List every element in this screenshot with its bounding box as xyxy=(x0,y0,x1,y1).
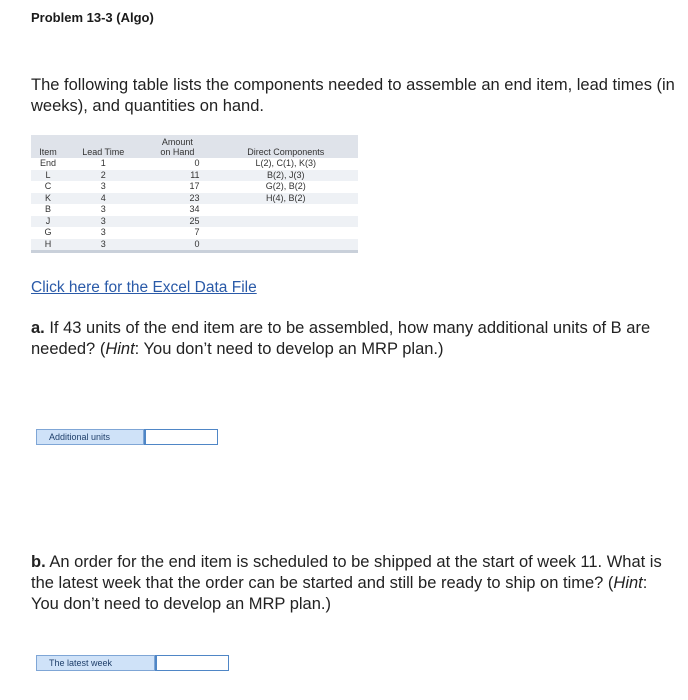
header-direct-components: Direct Components xyxy=(214,135,358,158)
cell-amount-on-hand: 34 xyxy=(189,204,200,215)
components-table xyxy=(31,135,358,253)
question-b-letter: b. xyxy=(31,553,46,571)
question-b xyxy=(31,552,671,615)
cell-item: K xyxy=(31,193,65,205)
intro-text: The following table lists the components needed to assemble an end item, lead times (in weeks), and quantities on hand. xyxy=(31,76,675,115)
additional-units-label: Additional units xyxy=(36,429,144,445)
table-header-row xyxy=(31,135,358,158)
cell-lead-time: 3 xyxy=(100,181,106,192)
problem-title: Problem 13-3 (Algo) xyxy=(31,10,154,25)
table-row xyxy=(31,227,358,239)
question-a xyxy=(31,318,671,360)
additional-units-input[interactable] xyxy=(144,429,218,445)
table-row xyxy=(31,158,358,170)
question-a-hint: Hint xyxy=(105,340,135,358)
header-lead-time: Lead Time xyxy=(65,135,141,158)
cell-direct-components: G(2), B(2) xyxy=(265,181,306,192)
header-item: Item xyxy=(31,135,65,158)
cell-amount-on-hand: 25 xyxy=(141,216,213,228)
table-row xyxy=(31,204,358,216)
question-a-letter: a. xyxy=(31,319,45,337)
latest-week-input[interactable] xyxy=(155,655,229,671)
cell-direct-components: B(2), J(3) xyxy=(214,170,358,182)
cell-item: L xyxy=(31,170,65,182)
excel-data-link[interactable]: Click here for the Excel Data File xyxy=(31,279,257,296)
cell-item: End xyxy=(40,158,57,169)
cell-direct-components: L(2), C(1), K(3) xyxy=(255,158,317,169)
cell-amount-on-hand: 11 xyxy=(141,170,213,182)
cell-item: C xyxy=(44,181,52,192)
cell-direct-components xyxy=(214,227,358,239)
question-b-text: An order for the end item is scheduled to be shipped at the start of week 11. What is the latest week that the order can be started and still be ready to ship on time? ( xyxy=(31,553,662,592)
cell-direct-components xyxy=(214,204,358,216)
header-amount-on-hand xyxy=(141,135,213,158)
header-amount-line1: Amount xyxy=(161,137,193,147)
cell-direct-components xyxy=(214,239,358,252)
cell-lead-time: 1 xyxy=(100,158,106,169)
table-row xyxy=(31,170,358,182)
table-row xyxy=(31,216,358,228)
question-b-text-after: : You don’t need to develop an MRP plan.) xyxy=(31,574,648,613)
cell-lead-time: 4 xyxy=(65,193,141,205)
cell-amount-on-hand: 0 xyxy=(141,239,213,252)
cell-amount-on-hand: 17 xyxy=(189,181,200,192)
cell-amount-on-hand: 23 xyxy=(141,193,213,205)
cell-item: H xyxy=(31,239,65,252)
cell-lead-time: 3 xyxy=(100,204,106,215)
question-a-text-after: : You don’t need to develop an MRP plan.) xyxy=(134,340,444,358)
question-a-text: If 43 units of the end item are to be assembled, how many additional units of B are needed? ( xyxy=(31,319,651,358)
table-row xyxy=(31,193,358,205)
cell-item: G xyxy=(44,227,52,238)
cell-lead-time: 3 xyxy=(65,239,141,252)
answer-row-b xyxy=(36,655,229,671)
table-row xyxy=(31,181,358,193)
header-amount-line2: on Hand xyxy=(160,147,195,157)
table-body xyxy=(31,158,358,252)
cell-amount-on-hand: 0 xyxy=(194,158,200,169)
answer-row-a xyxy=(36,429,218,445)
cell-lead-time: 3 xyxy=(100,227,106,238)
cell-direct-components xyxy=(214,216,358,228)
cell-item: J xyxy=(31,216,65,228)
cell-lead-time: 3 xyxy=(65,216,141,228)
cell-amount-on-hand: 7 xyxy=(194,227,200,238)
question-b-hint: Hint xyxy=(613,574,643,592)
cell-item: B xyxy=(45,204,52,215)
table-row xyxy=(31,239,358,252)
latest-week-label: The latest week xyxy=(36,655,155,671)
cell-direct-components: H(4), B(2) xyxy=(214,193,358,205)
cell-lead-time: 2 xyxy=(65,170,141,182)
